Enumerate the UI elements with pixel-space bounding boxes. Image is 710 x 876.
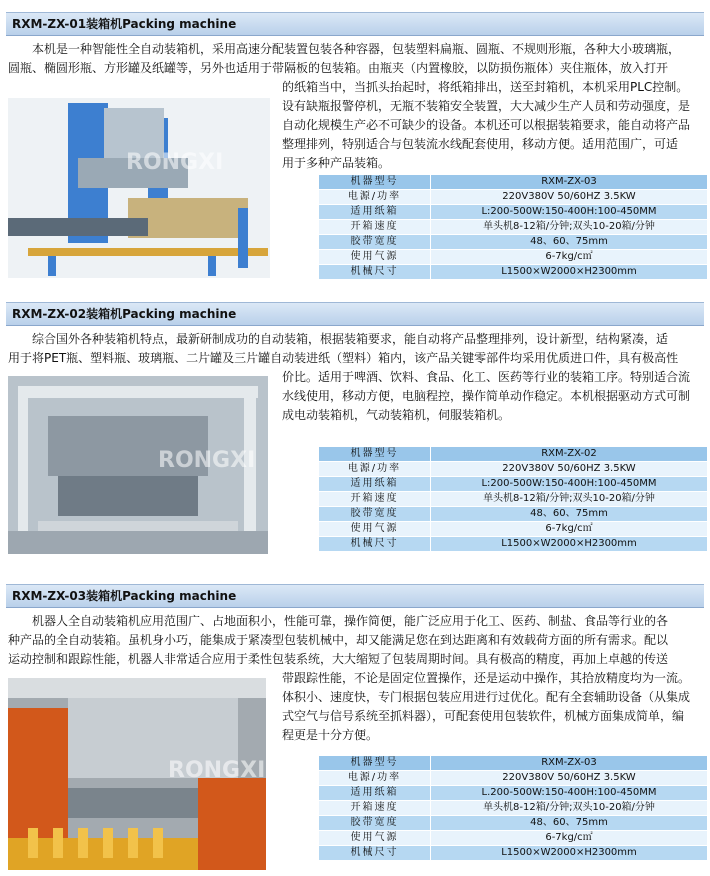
- spec-row: [319, 537, 708, 552]
- spec-row: [319, 801, 708, 816]
- text-line: 用于多种产品装箱。: [282, 156, 391, 170]
- spec-row: [319, 846, 708, 861]
- spec-value: 48、60、75mm: [431, 235, 708, 250]
- section-2-description-wrap: [282, 368, 704, 425]
- section-1-title: RXM-ZX-01装箱机Packing machine: [6, 12, 704, 36]
- spec-row: [319, 771, 708, 786]
- spec-row: [319, 205, 708, 220]
- text-line: 机器人全自动装箱机应用范围广、占地面积小，性能可靠，操作简便，能广泛应用于化工、医药、制盐、食品等行业的各: [8, 614, 669, 628]
- spec-row: [319, 190, 708, 205]
- spec-row: [319, 235, 708, 250]
- text-line: 种产品的全自动装箱。虽机身小巧，能集成于紧凑型包装机械中，却又能满足您在到达距离和有效载荷方面的所有需求。配以: [8, 633, 669, 647]
- spec-key: 机器型号: [319, 756, 431, 771]
- machine-photo-2: [8, 376, 268, 554]
- spec-row: [319, 462, 708, 477]
- spec-row: [319, 265, 708, 280]
- spec-row: [319, 756, 708, 771]
- spec-key: 胶带宽度: [319, 507, 431, 522]
- spec-key: 机器型号: [319, 175, 431, 190]
- spec-key: 适用纸箱: [319, 205, 431, 220]
- text-line: 自动化规模生产必不可缺少的设备。本机还可以根据装箱要求，能自动将产品: [282, 118, 691, 132]
- section-2-description: [8, 330, 704, 368]
- watermark: RONGXI: [168, 758, 266, 783]
- text-line: 带跟踪性能，不论是固定位置操作，还是运动中操作，其拾放精度均为一流。: [282, 671, 691, 685]
- spec-key: 使用气源: [319, 250, 431, 265]
- spec-row: [319, 175, 708, 190]
- text-line: 式空气与信号系统至抓料器），可配套使用包装软件，机械方面集成简单，编: [282, 709, 685, 723]
- spec-row: [319, 220, 708, 235]
- watermark: RONGXI: [126, 150, 224, 175]
- spec-key: 胶带宽度: [319, 235, 431, 250]
- spec-row: [319, 507, 708, 522]
- section-3-title: RXM-ZX-03装箱机Packing machine: [6, 584, 704, 608]
- spec-value: 6-7kg/c㎡: [431, 250, 708, 265]
- text-line: 圆瓶、椭圆形瓶、方形罐及纸罐等，另外也适用于带隔板的包装箱。由瓶夹（内置橡胶，以防损伤瓶体）夹住瓶体，放入打开: [8, 61, 669, 75]
- spec-key: 胶带宽度: [319, 816, 431, 831]
- spec-row: [319, 786, 708, 801]
- machine-photo-1: [8, 98, 270, 278]
- section-3-description: [8, 612, 704, 669]
- spec-key: 电源/功率: [319, 462, 431, 477]
- spec-value: 220V380V 50/60HZ 3.5KW: [431, 771, 708, 786]
- spec-value: RXM-ZX-03: [431, 756, 708, 771]
- spec-value: L:200-500W:150-400H:100-450MM: [431, 205, 708, 220]
- spec-value: L1500×W2000×H2300mm: [431, 846, 708, 861]
- spec-value: 48、60、75mm: [431, 816, 708, 831]
- spec-value: 单头机8-12箱/分钟;双头10-20箱/分钟: [431, 801, 708, 816]
- spec-key: 机械尺寸: [319, 846, 431, 861]
- spec-value: L.200-500W:150-400H:100-450MM: [431, 786, 708, 801]
- spec-key: 适用纸箱: [319, 477, 431, 492]
- spec-key: 使用气源: [319, 522, 431, 537]
- text-line: 用于将PET瓶、塑料瓶、玻璃瓶、二片罐及三片罐自动装进纸（塑料）箱内，该产品关键零部件均采用优质进口件，具有极高性: [8, 351, 679, 365]
- spec-value: 单头机8-12箱/分钟;双头10-20箱/分钟: [431, 492, 708, 507]
- spec-key: 电源/功率: [319, 771, 431, 786]
- spec-value: L:200-500W:150-400H:100-450MM: [431, 477, 708, 492]
- text-line: 体积小、速度快，专门根据包装应用进行过优化。配有全套辅助设备（从集成: [282, 690, 691, 704]
- spec-table-2: [318, 446, 708, 552]
- spec-value: 220V380V 50/60HZ 3.5KW: [431, 462, 708, 477]
- spec-key: 开箱速度: [319, 220, 431, 235]
- spec-row: [319, 831, 708, 846]
- text-line: 运动控制和跟踪性能，机器人非常适合应用于柔性包装系统，大大缩短了包装周期时间。具有极高的精度，再加上卓越的传送: [8, 652, 669, 666]
- spec-key: 机器型号: [319, 447, 431, 462]
- spec-row: [319, 250, 708, 265]
- watermark: RONGXI: [158, 448, 256, 473]
- spec-key: 开箱速度: [319, 492, 431, 507]
- section-3-description-wrap: [282, 669, 704, 745]
- spec-value: L1500×W2000×H2300mm: [431, 537, 708, 552]
- text-line: 价比。适用于啤酒、饮料、食品、化工、医药等行业的装箱工序。特别适合流: [282, 370, 691, 384]
- spec-value: 220V380V 50/60HZ 3.5KW: [431, 190, 708, 205]
- spec-value: L1500×W2000×H2300mm: [431, 265, 708, 280]
- spec-key: 使用气源: [319, 831, 431, 846]
- text-line: 的纸箱当中，当抓头抬起时，将纸箱排出，送至封箱机，本机采用PLC控制。: [282, 80, 689, 94]
- spec-value: 6-7kg/c㎡: [431, 522, 708, 537]
- spec-key: 机械尺寸: [319, 265, 431, 280]
- spec-key: 开箱速度: [319, 801, 431, 816]
- spec-value: 6-7kg/c㎡: [431, 831, 708, 846]
- spec-key: 适用纸箱: [319, 786, 431, 801]
- spec-key: 电源/功率: [319, 190, 431, 205]
- text-line: 设有缺瓶报警停机，无瓶不装箱安全装置，大大减少生产人员和劳动强度，是: [282, 99, 691, 113]
- spec-key: 机械尺寸: [319, 537, 431, 552]
- spec-value: RXM-ZX-02: [431, 447, 708, 462]
- section-2-title: RXM-ZX-02装箱机Packing machine: [6, 302, 704, 326]
- text-line: 整理排列，特别适合与包装流水线配套使用，移动方便。适用范围广，可适: [282, 137, 679, 151]
- spec-value: 48、60、75mm: [431, 507, 708, 522]
- section-1-description-wrap: [282, 78, 704, 173]
- text-line: 程更是十分方便。: [282, 728, 379, 742]
- spec-row: [319, 477, 708, 492]
- spec-table-3: [318, 755, 708, 861]
- spec-row: [319, 522, 708, 537]
- spec-row: [319, 447, 708, 462]
- text-line: 水线使用，移动方便，电脑程控，操作简单动作稳定。本机根据驱动方式可制: [282, 389, 691, 403]
- spec-row: [319, 816, 708, 831]
- machine-photo-3: [8, 678, 266, 870]
- text-line: 成电动装箱机，气动装箱机，伺服装箱机。: [282, 408, 511, 422]
- spec-value: 单头机8-12箱/分钟;双头10-20箱/分钟: [431, 220, 708, 235]
- text-line: 本机是一种智能性全自动装箱机，采用高速分配装置包装各种容器，包装塑料扁瓶、圆瓶、不规则形瓶，各种大小玻璃瓶，: [8, 42, 681, 56]
- spec-table-1: [318, 174, 708, 280]
- text-line: 综合国外各种装箱机特点，最新研制成功的自动装箱，根据装箱要求，能自动将产品整理排列，设计新型，结构紧凑，适: [8, 332, 669, 346]
- spec-row: [319, 492, 708, 507]
- section-1-description: [8, 40, 704, 78]
- spec-value: RXM-ZX-03: [431, 175, 708, 190]
